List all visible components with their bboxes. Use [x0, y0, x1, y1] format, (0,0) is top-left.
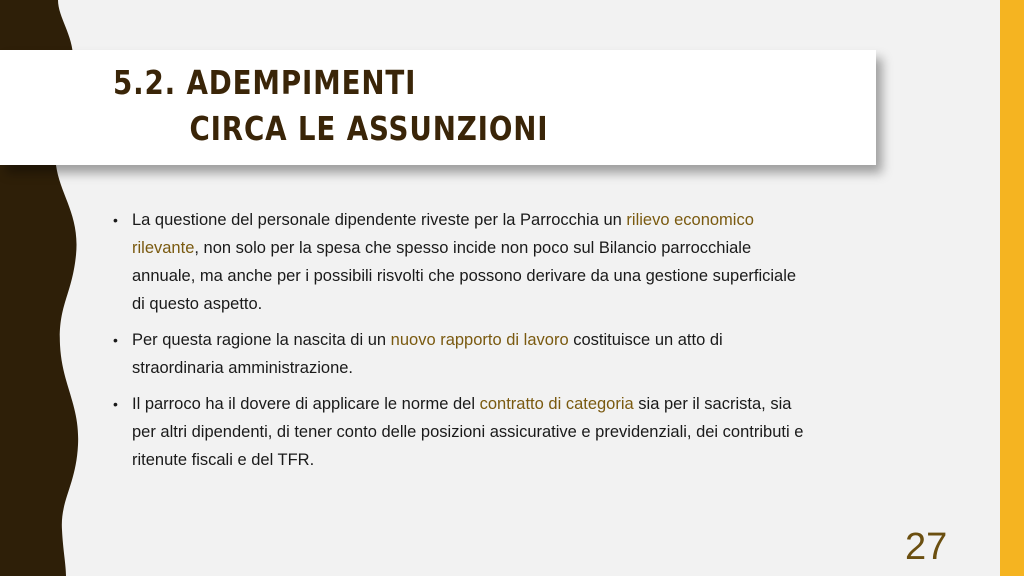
bullet-text: Per questa ragione la nascita di un: [132, 331, 391, 349]
title-line-2: CIRCA LE ASSUNZIONI: [189, 109, 549, 148]
bullet-item: [113, 206, 813, 318]
bullet-text: costituisce un atto di straordinaria amministrazione.: [132, 331, 723, 377]
bullet-text: La questione del personale dipendente riveste per la Parrocchia un: [132, 211, 627, 229]
bullet-list: [113, 206, 813, 482]
bullet-text: Il parroco ha il dovere di applicare le norme del: [132, 395, 480, 413]
accent-stripe: [1000, 0, 1024, 576]
bullet-dot-icon: •: [113, 396, 118, 412]
highlight-text: nuovo rapporto di lavoro: [390, 331, 569, 349]
bullet-text: , non solo per la spesa che spesso incide non poco sul Bilancio parrocchiale annuale, ma anche per i possibili risvolti che possono derivare da una gestione superficiale di questo aspetto.: [132, 239, 797, 313]
highlight-text: contratto di categoria: [479, 395, 634, 413]
slide-title: [113, 60, 548, 152]
bullet-dot-icon: •: [113, 212, 118, 228]
bullet-item: [113, 326, 813, 382]
title-line-1: 5.2. ADEMPIMENTI: [113, 63, 417, 102]
page-number: 27: [905, 526, 948, 568]
bullet-text: sia per il sacrista, sia per altri dipendenti, di tener conto delle posizioni assicurative e previdenziali, dei contributi e ritenute fiscali e del TFR.: [132, 395, 804, 469]
bullet-dot-icon: •: [113, 332, 118, 348]
highlight-text: rilievo economico rilevante: [132, 211, 754, 257]
bullet-item: [113, 390, 813, 474]
